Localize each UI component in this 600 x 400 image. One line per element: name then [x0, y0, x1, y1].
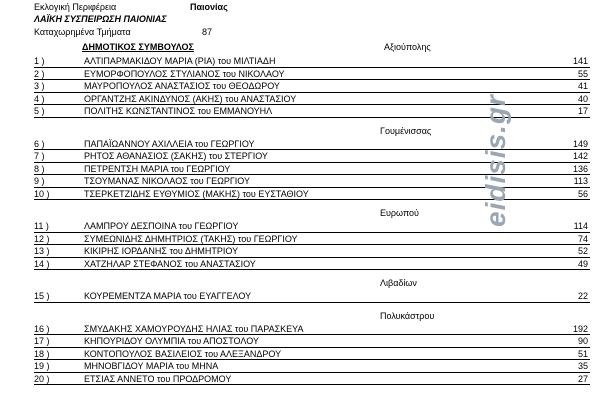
table-row [34, 233, 590, 246]
candidate-name: ΠΕΤΡΕΝΤΣΗ ΜΑΡΙΑ του ΓΕΩΡΓΙΟΥ [84, 163, 231, 174]
row-number: 17 ) [34, 336, 50, 346]
row-number: 6 ) [34, 138, 45, 149]
vote-count: 136 [572, 163, 588, 174]
row-number: 9 ) [34, 176, 45, 186]
row-number: 19 ) [34, 361, 50, 371]
row-number: 7 ) [34, 151, 45, 161]
candidate-name: ΕΤΣΙΑΣ ΑΝΝΕΤΟ του ΠΡΟΔΡΟΜΟΥ [84, 373, 232, 384]
vote-count: 192 [572, 323, 588, 334]
row-number: 2 ) [34, 68, 45, 79]
vote-count: 90 [577, 336, 588, 346]
table-row [34, 68, 590, 81]
table-row [34, 373, 590, 386]
row-number: 14 ) [34, 258, 50, 269]
registered-line [34, 27, 213, 38]
table-row [34, 335, 590, 348]
row-number: 5 ) [34, 106, 45, 116]
vote-count: 142 [572, 151, 588, 161]
vote-count: 149 [572, 138, 588, 149]
vote-count: 113 [573, 176, 588, 186]
region-name: Παιονίας [190, 2, 228, 12]
column-title: ΔΗΜΟΤΙΚΟΣ ΣΥΜΒΟΥΛΟΣ [82, 42, 194, 52]
candidate-name: ΜΗΝΟΒΓΙΔΟΥ ΜΑΡΙΑ του ΜΗΝΑ [84, 361, 219, 371]
row-number: 10 ) [34, 188, 50, 199]
table-row [34, 290, 590, 303]
row-number: 18 ) [34, 348, 50, 359]
row-number: 13 ) [34, 246, 50, 256]
candidate-name: ΕΥΜΟΡΦΟΠΟΥΛΟΣ ΣΤΥΛΙΑΝΟΣ του ΝΙΚΟΛΑΟΥ [84, 68, 285, 79]
table-row [34, 360, 590, 373]
row-number: 15 ) [34, 291, 50, 301]
section-title: Γουμένισσας [380, 125, 432, 136]
vote-count: 74 [577, 233, 588, 244]
vote-count: 55 [577, 68, 588, 79]
section-title: Πολυκάστρου [380, 310, 435, 321]
candidate-name: ΧΑΤΖΗΛΑΡ ΣΤΕΦΑΝΟΣ του ΑΝΑΣΤΑΣΙΟΥ [84, 258, 256, 269]
candidate-name: ΜΑΥΡΟΠΟΥΛΟΣ ΑΝΑΣΤΑΣΙΟΣ του ΘΕΟΔΩΡΟΥ [84, 81, 280, 91]
vote-count: 41 [577, 81, 588, 91]
candidate-name: ΤΣΟΥΜΑΝΑΣ ΝΙΚΟΛΑΟΣ του ΓΕΩΡΓΙΟΥ [84, 176, 251, 186]
row-number: 8 ) [34, 163, 45, 174]
candidate-name: ΚΗΠΟΥΡΙΔΟΥ ΟΛΥΜΠΙΑ του ΑΠΟΣΤΟΛΟΥ [84, 336, 259, 346]
table-row [34, 323, 590, 336]
candidate-name: ΟΡΓΑΝΤΖΗΣ ΑΚΙΝΔΥΝΟΣ (ΑΚΗΣ) του ΑΝΑΣΤΑΣΙΟΥ [84, 93, 297, 104]
section-title: Ευρωπού [380, 208, 419, 218]
row-number: 3 ) [34, 81, 45, 91]
table-row [34, 258, 590, 271]
vote-count: 35 [577, 361, 588, 371]
candidate-name: ΠΑΠΑΪΩΑΝΝΟΥ ΑΧΙΛΛΕΙΑ του ΓΕΩΡΓΙΟΥ [84, 138, 255, 149]
vote-count: 40 [577, 93, 588, 104]
vote-count: 27 [577, 373, 588, 384]
vote-count: 52 [577, 246, 588, 256]
region-line [34, 2, 228, 13]
section-header [34, 303, 590, 323]
table-row [34, 80, 590, 93]
section-title: Αξιούπολης [384, 42, 431, 52]
registered-label: Καταχωρημένα Τμήματα [34, 27, 131, 37]
candidate-name: ΛΑΜΠΡΟΥ ΔΕΣΠΟΙΝΑ του ΓΕΩΡΓΙΟΥ [84, 221, 239, 231]
vote-count: 141 [572, 56, 588, 66]
table-row [34, 245, 590, 258]
table-row [34, 348, 590, 361]
vote-count: 114 [573, 221, 588, 231]
row-number: 4 ) [34, 93, 45, 104]
row-number: 1 ) [34, 56, 45, 66]
candidate-name: ΚΟΝΤΟΠΟΥΛΟΣ ΒΑΣΙΛΕΙΟΣ του ΑΛΕΞΑΝΔΡΟΥ [84, 348, 282, 359]
section-header [34, 270, 590, 290]
candidate-name: ΡΗΤΟΣ ΑΘΑΝΑΣΙΟΣ (ΣΑΚΗΣ) του ΣΤΕΡΓΙΟΥ [84, 151, 268, 161]
candidate-name: ΑΛΤΙΠΑΡΜΑΚΙΔΟΥ ΜΑΡΙΑ (ΡΙΑ) του ΜΙΛΤΙΑΔΗ [84, 56, 276, 66]
party-name: ΛΑΪΚΗ ΣΥΣΠΕΙΡΩΣΗ ΠΑΙΟΝΙΑΣ [34, 14, 167, 24]
table-header [34, 42, 590, 54]
vote-count: 49 [577, 258, 588, 269]
candidate-name: ΤΣΕΡΚΕΤΖΙΔΗΣ ΕΥΘΥΜΙΟΣ (ΜΑΚΗΣ) του ΕΥΣΤΑΘΙΟΥ [84, 188, 309, 199]
row-number: 20 ) [34, 373, 50, 384]
candidate-name: ΣΥΜΕΩΝΙΔΗΣ ΔΗΜΗΤΡΙΟΣ (ΤΑΚΗΣ) του ΓΕΩΡΓΙΟΥ [84, 233, 298, 244]
candidate-name: ΚΟΥΡΕΜΕΝΤΖΑ ΜΑΡΙΑ του ΕΥΑΓΓΕΛΟΥ [84, 291, 252, 301]
candidate-name: ΣΜΥΔΑΚΗΣ ΧΑΜΟΥΡΟΥΔΗΣ ΗΛΙΑΣ του ΠΑΡΑΣΚΕΥΑ [84, 323, 304, 334]
registered-count: 87 [202, 27, 213, 37]
vote-count: 22 [577, 291, 588, 301]
row-number: 11 ) [34, 221, 49, 231]
region-label: Εκλογική Περιφέρεια [34, 2, 117, 12]
candidate-name: ΠΟΛΙΤΗΣ ΚΩΝΣΤΑΝΤΙΝΟΣ του ΕΜΜΑΝΟΥΗΛ [84, 106, 273, 116]
candidate-name: ΚΙΚΙΡΗΣ ΙΟΡΔΑΝΗΣ του ΔΗΜΗΤΡΙΟΥ [84, 246, 239, 256]
vote-count: 51 [577, 348, 588, 359]
table-row [34, 55, 590, 68]
watermark-logo: eidisis.gr [480, 94, 511, 227]
section-title: Λιβαδίων [380, 278, 417, 288]
row-number: 16 ) [34, 323, 50, 334]
vote-count: 56 [577, 188, 588, 199]
row-number: 12 ) [34, 233, 50, 244]
vote-count: 17 [577, 106, 588, 116]
